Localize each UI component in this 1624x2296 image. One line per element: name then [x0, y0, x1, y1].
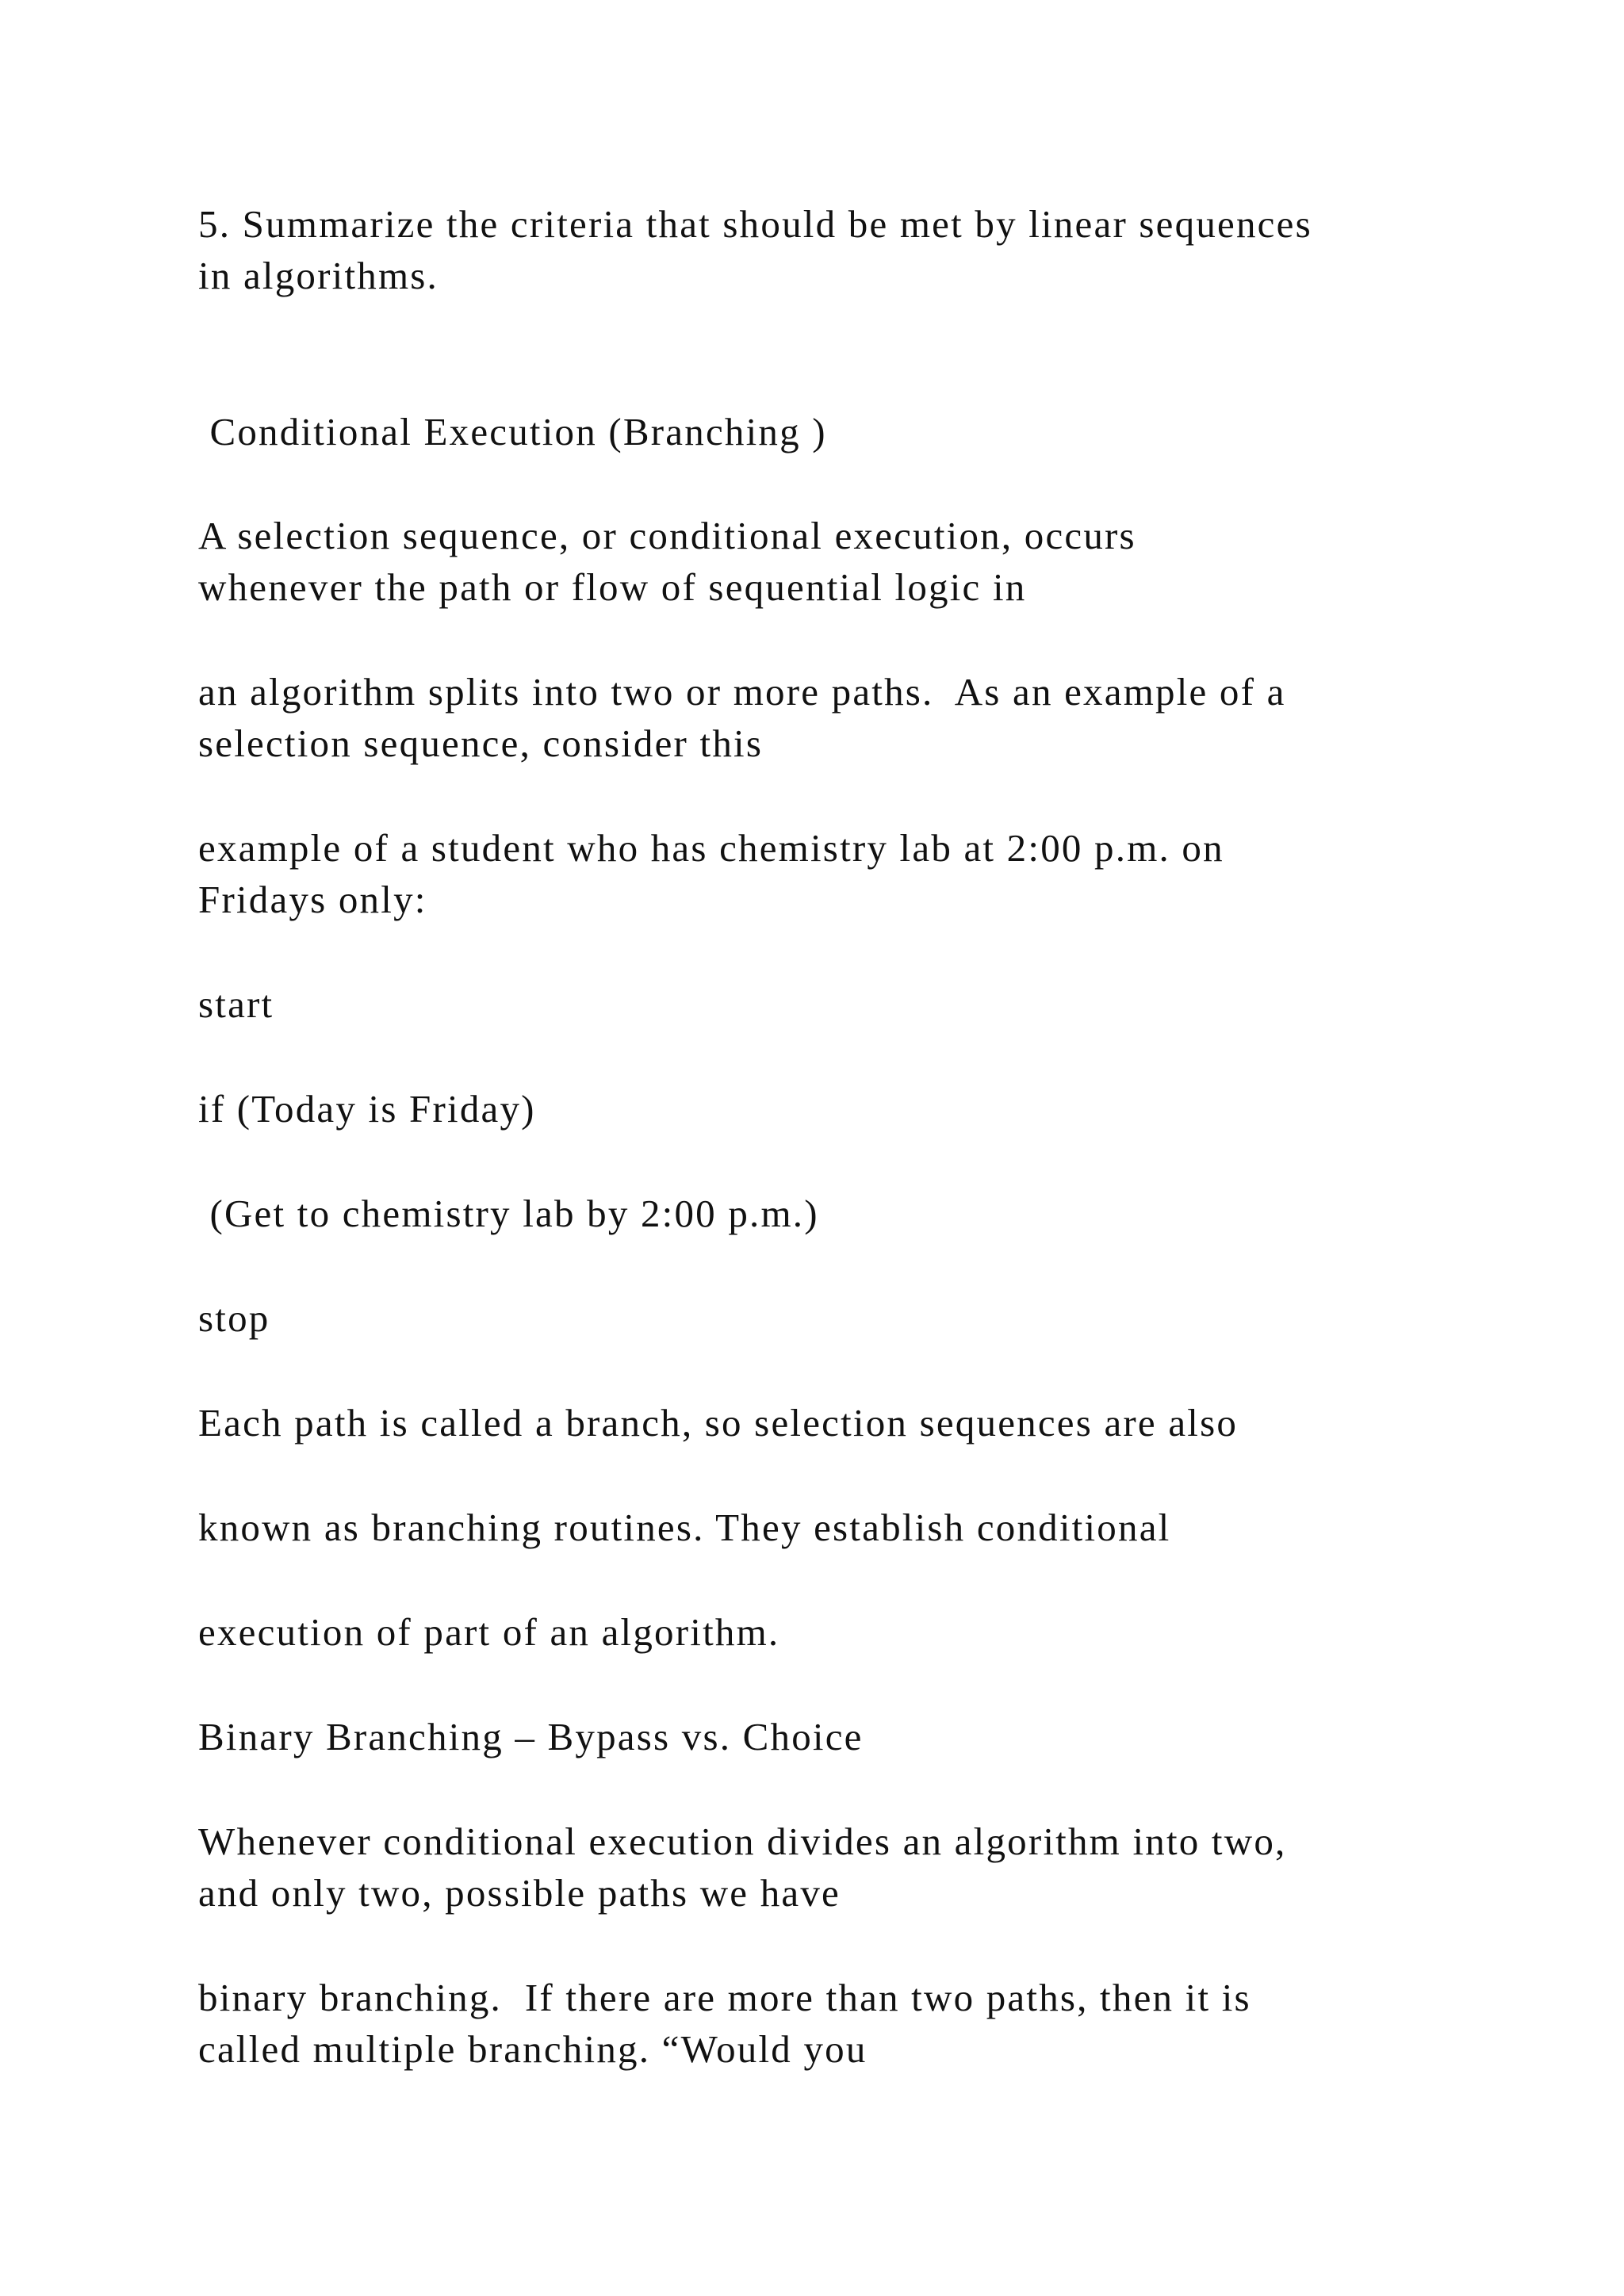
paragraph-line: Fridays only: — [198, 878, 427, 921]
paragraph-line: example of a student who has chemistry lab at 2:00 p.m. on — [198, 826, 1224, 870]
question-line: 5. Summarize the criteria that should be met by linear sequences — [198, 202, 1312, 246]
paragraph-line: A selection sequence, or conditional execution, occurs — [198, 514, 1136, 557]
paragraph-line: called multiple branching. “Would you — [198, 2027, 868, 2071]
paragraph-line: and only two, possible paths we have — [198, 1871, 841, 1915]
question-line: in algorithms. — [198, 254, 439, 297]
paragraph-line: whenever the path or flow of sequential logic in — [198, 565, 1027, 609]
pseudocode-line: start — [198, 982, 274, 1026]
paragraph-line: known as branching routines. They establish conditional — [198, 1506, 1171, 1549]
pseudocode-line: stop — [198, 1296, 270, 1340]
pseudocode-line: (Get to chemistry lab by 2:00 p.m.) — [198, 1192, 819, 1235]
paragraph-line: binary branching. If there are more than two paths, then it is — [198, 1976, 1251, 2019]
section-heading: Conditional Execution (Branching ) — [198, 410, 827, 453]
pseudocode-line: if (Today is Friday) — [198, 1087, 536, 1131]
section-heading: Binary Branching – Bypass vs. Choice — [198, 1715, 864, 1758]
paragraph-line: an algorithm splits into two or more paths. As an example of a — [198, 670, 1286, 714]
paragraph-line: Each path is called a branch, so selection sequences are also — [198, 1401, 1239, 1445]
paragraph-line: Whenever conditional execution divides an algorithm into two, — [198, 1820, 1287, 1863]
paragraph-line: selection sequence, consider this — [198, 721, 764, 765]
paragraph-line: execution of part of an algorithm. — [198, 1610, 780, 1654]
